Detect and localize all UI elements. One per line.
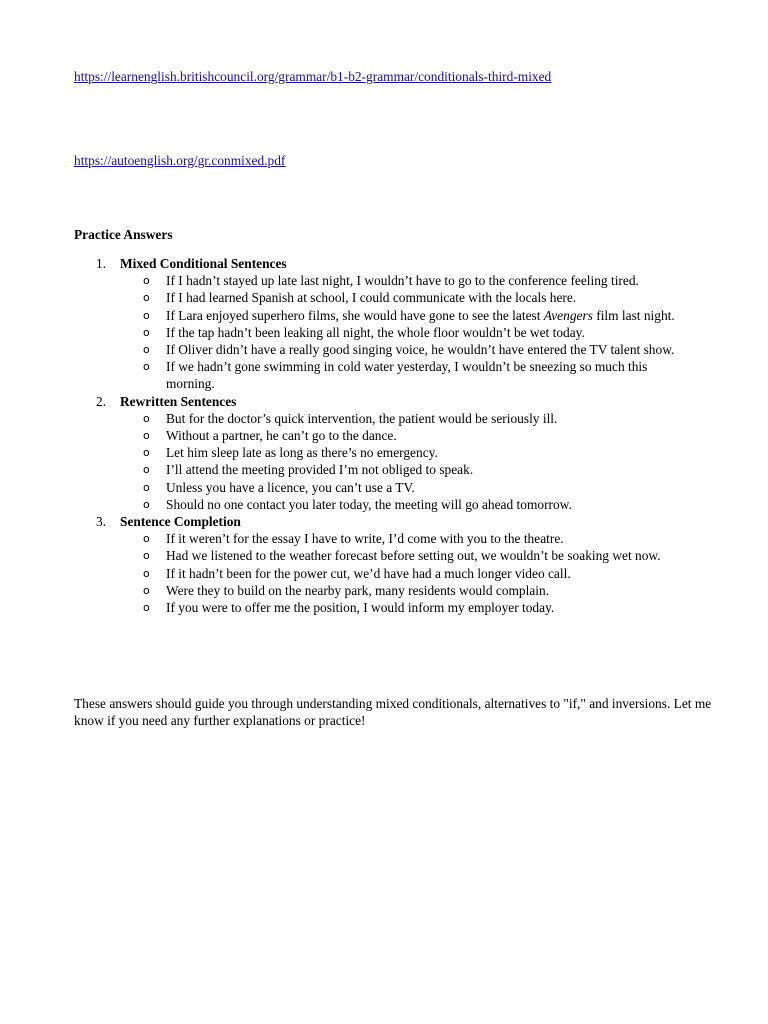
section-items <box>120 272 714 392</box>
section-title: Mixed Conditional Sentences <box>120 256 287 271</box>
section-items <box>120 530 714 616</box>
answers-list <box>74 255 714 616</box>
section-items <box>120 410 714 513</box>
list-item <box>120 289 696 306</box>
list-item <box>120 427 696 444</box>
section-title: Rewritten Sentences <box>120 393 237 409</box>
bullet-icon: o <box>143 308 150 322</box>
bullet-icon: o <box>143 429 150 443</box>
bullet-icon: o <box>143 480 150 494</box>
bullet-icon: o <box>143 532 150 546</box>
list-item <box>120 410 696 427</box>
item-text: If I hadn’t stayed up late last night, I wouldn’t have to go to the conference feeling tired. <box>166 273 639 289</box>
bullet-icon: o <box>143 360 150 374</box>
item-text: If Lara enjoyed superhero films, she would have gone to see the latest <box>166 307 544 323</box>
british-council-link[interactable]: https://learnenglish.britishcouncil.org/grammar/b1-b2-grammar/conditionals-third-mixed <box>74 69 552 84</box>
section-title: Sentence Completion <box>120 514 241 530</box>
bullet-icon: o <box>143 411 150 425</box>
bullet-icon: o <box>143 497 150 511</box>
autoenglish-link[interactable]: https://autoenglish.org/gr.conmixed.pdf <box>74 153 286 168</box>
bullet-icon: o <box>143 549 150 563</box>
section-number: 1. <box>96 256 107 271</box>
answer-section <box>74 255 714 393</box>
item-text: If we hadn’t gone swimming in cold water yesterday, I wouldn’t be sneezing so much this morning. <box>166 359 648 392</box>
list-item <box>120 358 696 392</box>
item-text: If it hadn’t been for the power cut, we’d have had a much longer video call. <box>166 565 571 581</box>
item-text: I’ll attend the meeting provided I’m not obliged to speak. <box>166 462 474 478</box>
bullet-icon: o <box>143 325 150 339</box>
list-item <box>120 341 696 358</box>
bullet-icon: o <box>143 274 150 288</box>
item-text: But for the doctor’s quick intervention, the patient would be seriously ill. <box>166 410 558 426</box>
list-item <box>120 461 696 478</box>
list-item <box>120 307 696 324</box>
item-text: Let him sleep late as long as there’s no emergency. <box>166 445 438 461</box>
item-text: Unless you have a licence, you can’t use a TV. <box>166 479 415 495</box>
bullet-icon: o <box>143 601 150 615</box>
closing-paragraph: These answers should guide you through understanding mixed conditionals, alternatives to "if," and inversions. Let me know if you need any further explanations or practice! <box>74 696 712 729</box>
list-item <box>120 530 696 547</box>
answer-section <box>74 513 714 616</box>
bullet-icon: o <box>143 291 150 305</box>
list-item <box>120 547 696 564</box>
item-text: If the tap hadn’t been leaking all night, the whole floor wouldn’t be wet today. <box>166 324 585 340</box>
list-item <box>120 444 696 461</box>
list-item <box>120 272 696 289</box>
answer-section <box>74 393 714 513</box>
list-item <box>120 479 696 496</box>
list-item <box>120 582 696 599</box>
item-text: Should no one contact you later today, the meeting will go ahead tomorrow. <box>166 496 572 512</box>
item-text: Were they to build on the nearby park, many residents would complain. <box>166 582 550 598</box>
item-text: If I had learned Spanish at school, I could communicate with the locals here. <box>166 290 577 306</box>
bullet-icon: o <box>143 446 150 460</box>
item-emphasis: Avengers <box>543 307 593 323</box>
bullet-icon: o <box>143 583 150 597</box>
bullet-icon: o <box>143 343 150 357</box>
list-item <box>120 565 696 582</box>
bullet-icon: o <box>143 566 150 580</box>
item-text: If Oliver didn’t have a really good singing voice, he wouldn’t have entered the TV talent show. <box>166 342 675 358</box>
item-text: film last night. <box>592 307 675 323</box>
item-text: If it weren’t for the essay I have to write, I’d come with you to the theatre. <box>166 531 564 547</box>
item-text: If you were to offer me the position, I would inform my employer today. <box>166 600 555 616</box>
section-number: 3. <box>96 514 107 530</box>
list-item <box>120 599 696 616</box>
list-item <box>120 496 696 513</box>
item-text: Had we listened to the weather forecast before setting out, we wouldn’t be soaking wet now. <box>166 548 661 564</box>
item-text: Without a partner, he can’t go to the dance. <box>166 428 397 444</box>
list-item <box>120 324 696 341</box>
bullet-icon: o <box>143 463 150 477</box>
practice-answers-heading: Practice Answers <box>74 227 173 242</box>
section-number: 2. <box>96 393 107 409</box>
